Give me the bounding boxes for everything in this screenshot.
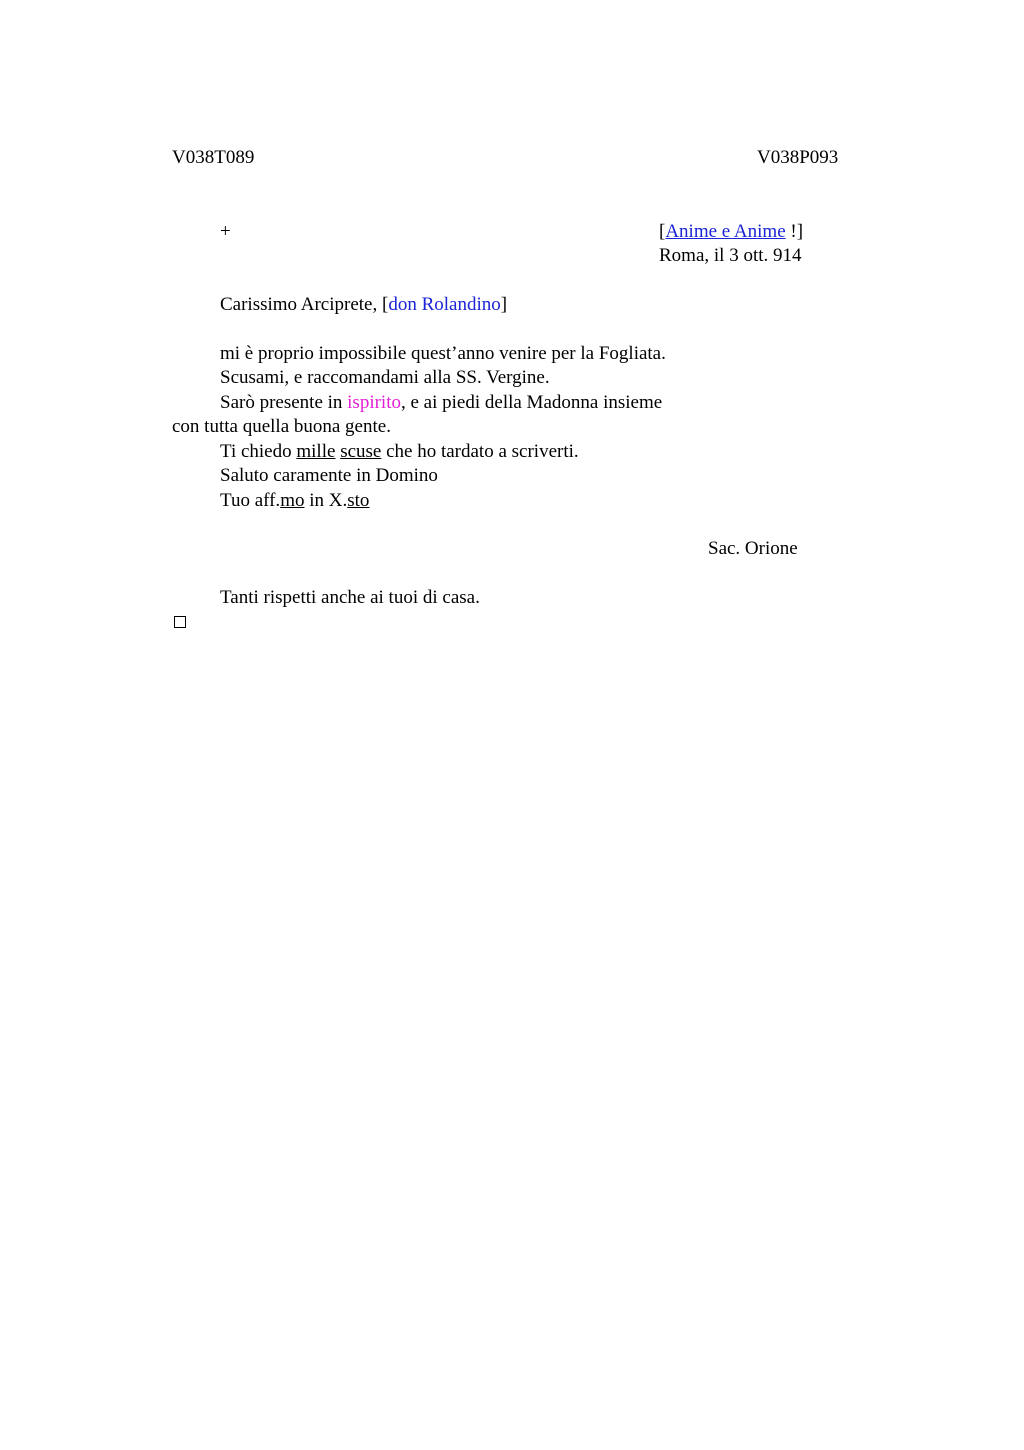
body-line-3-end: , e ai piedi della Madonna insieme: [401, 392, 663, 413]
body-line-4: con tutta quella buona gente.: [172, 416, 391, 437]
salutation-close: ]: [500, 294, 508, 315]
letter-heading: [659, 220, 803, 244]
underlined-mille: mille: [296, 441, 336, 462]
body-line-1: mi è proprio impossibile quest’anno venire per la Fogliata.: [220, 343, 666, 364]
body-line-5: [220, 440, 579, 464]
salutation: [220, 293, 507, 317]
end-mark-box: [174, 616, 186, 628]
underlined-sto: sto: [347, 490, 370, 511]
underlined-scuse: scuse: [340, 441, 382, 462]
heading-bracket-close: !]: [785, 221, 804, 242]
cross-mark: +: [220, 221, 231, 242]
closing-middle: in X.: [304, 490, 348, 511]
closing-line: [220, 489, 369, 513]
body-line-3-start: Sarò presente in: [220, 392, 348, 413]
heading-link-anime[interactable]: Anime e Anime: [665, 221, 786, 242]
underlined-mo: mo: [280, 490, 305, 511]
place-date: Roma, il 3 ott. 914: [659, 245, 802, 266]
document-code-right: V038P093: [757, 147, 839, 168]
highlight-ispirito: ispirito: [347, 392, 401, 413]
postscript: Tanti rispetti anche ai tuoi di casa.: [220, 587, 480, 608]
closing-start: Tuo aff.: [220, 490, 281, 511]
body-line-5-end: che ho tardato a scriverti.: [381, 441, 579, 462]
salutation-text: Carissimo Arciprete, [: [220, 294, 389, 315]
body-line-2: Scusami, e raccomandami alla SS. Vergine.: [220, 367, 550, 388]
body-line-5-start: Ti chiedo: [220, 441, 297, 462]
document-code-left: V038T089: [172, 147, 255, 168]
signature: Sac. Orione: [708, 538, 798, 559]
heading-bracket-open: [: [659, 221, 666, 242]
salutation-name: don Rolandino: [388, 294, 501, 315]
body-line-6: Saluto caramente in Domino: [220, 465, 438, 486]
body-line-3: [220, 391, 662, 415]
